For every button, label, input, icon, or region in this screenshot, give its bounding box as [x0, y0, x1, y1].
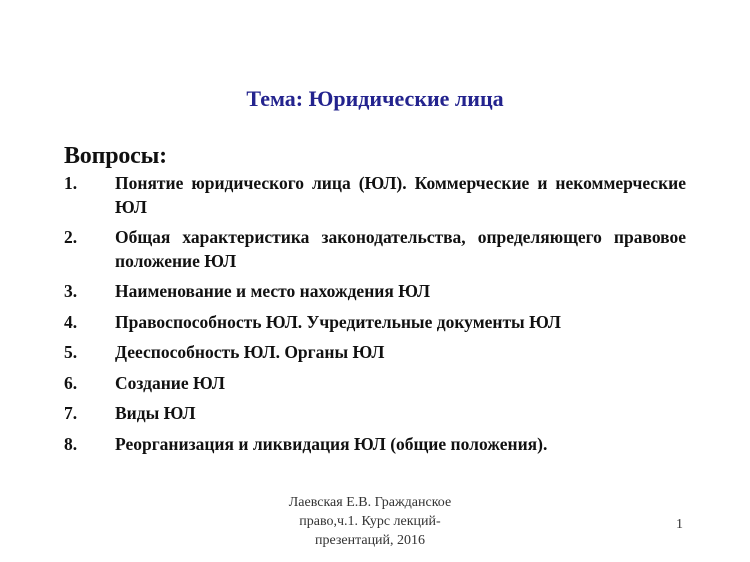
- list-item-text: Реорганизация и ликвидация ЮЛ (общие положения).: [115, 433, 548, 454]
- footer-source-line: Лаевская Е.В. Гражданское: [288, 495, 452, 510]
- list-item: [64, 433, 686, 457]
- list-item-number: 6.: [64, 372, 78, 393]
- list-item-number: 8.: [64, 433, 78, 454]
- footer-source-line: право,ч.1. Курс лекций-: [299, 514, 441, 529]
- list-item: [64, 372, 686, 396]
- footer-source-line: презентаций, 2016: [314, 533, 426, 548]
- list-item-text: Понятие юридического лица (ЮЛ). Коммерческие и некоммерческие ЮЛ: [115, 173, 686, 217]
- slide-number: 1: [676, 517, 683, 532]
- list-item-text: Общая характеристика законодательства, определяющего правовое положение ЮЛ: [115, 227, 686, 271]
- topic-list: [64, 172, 686, 463]
- list-item: [64, 226, 686, 273]
- list-item-number: 3.: [64, 281, 78, 301]
- list-item-number: 4.: [64, 311, 78, 332]
- footer-source-citation: [250, 493, 490, 550]
- list-item: [64, 311, 686, 335]
- list-item-text: Создание ЮЛ: [115, 372, 225, 393]
- list-item: [64, 280, 686, 304]
- list-item-number: 7.: [64, 403, 78, 423]
- list-item-number: 2.: [64, 227, 78, 247]
- list-item: [64, 341, 686, 365]
- list-item-text: Виды ЮЛ: [115, 403, 196, 423]
- list-item-text: Дееспособность ЮЛ. Органы ЮЛ: [115, 342, 385, 362]
- list-item: [64, 172, 686, 219]
- list-item-text: Наименование и место нахождения ЮЛ: [115, 281, 431, 301]
- list-item-number: 1.: [64, 173, 78, 193]
- list-item-number: 5.: [64, 342, 78, 362]
- list-item: [64, 402, 686, 426]
- slide-title: Тема: Юридические лица: [246, 86, 504, 111]
- list-item-text: Правоспособность ЮЛ. Учредительные документы ЮЛ: [115, 311, 561, 332]
- section-heading: Вопросы:: [64, 143, 167, 169]
